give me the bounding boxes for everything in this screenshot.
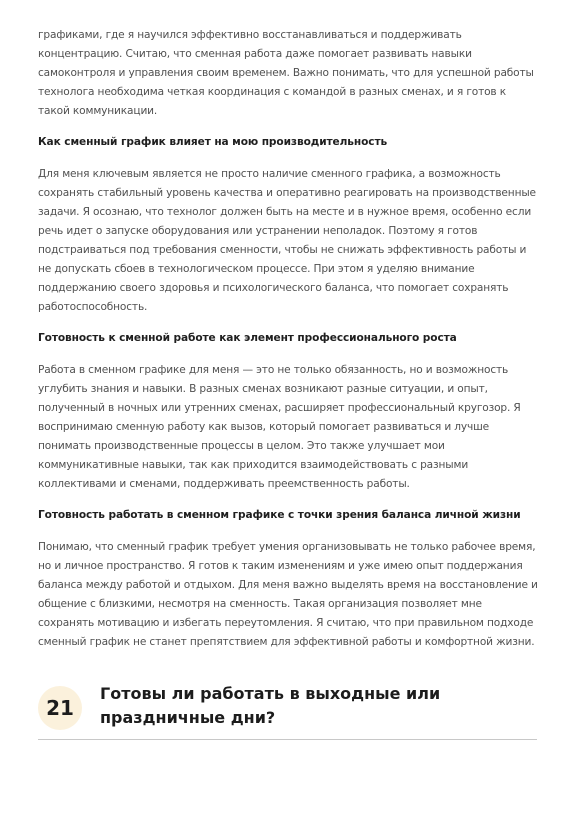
section-text-productivity: Для меня ключевым является не просто наличие сменного графика, а возможность сохранять стабильный уровень качества и оперативно реагировать на производственные задачи. Я осознаю, что технолог должен быть на месте и в нужное время, особенно если речь идет о запуске оборудования или устранении неполадок. Поэтому я готов подстраиваться под требования сменности, чтобы не снижать эффективность работы и не допускать сбоев в технологическом процессе. При этом я уделяю внимание поддержанию своего здоровья и психологического баланса, что помогает сохранять работоспособность. [38, 168, 536, 313]
article-body [38, 26, 538, 652]
question-number-badge: 21 [38, 686, 82, 730]
section-text-balance: Понимаю, что сменный график требует умения организовывать не только рабочее время, но и личное пространство. Я готов к таким изменениям и уже имею опыт поддержания баланса между работой и отдыхом. Для меня важно выделять время на восстановление и общение с близкими, несмотря на сменность. Такая организация позволяет мне сохранять мотивацию и избегать переутомления. Я считаю, что при правильном подходе сменный график не станет препятствием для эффективной работы и комфортной жизни. [38, 541, 538, 648]
question-title: Готовы ли работать в выходные или праздничные дни? [100, 684, 441, 727]
section-text-growth: Работа в сменном графике для меня — это не только обязанность, но и возможность углубить знания и навыки. В разных сменах возникают разные ситуации, и опыт, полученный в ночных или утренних сменах, расширяет профессиональный кругозор. Я воспринимаю сменную работу как вызов, который помогает развиваться и лучше понимать производственные процессы в целом. Это также улучшает мои коммуникативные навыки, так как приходится взаимодействовать с разными коллективами и сменами, поддерживать преемственность работы. [38, 364, 521, 490]
section-heading-productivity: Как сменный график влияет на мою производительность [38, 136, 388, 148]
intro-paragraph: графиками, где я научился эффективно восстанавливаться и поддерживать концентрацию. Считаю, что сменная работа даже помогает развивать навыки самоконтроля и управления своим временем. Важно понимать, что для успешной работы технолога необходима четкая координация с командой в разных сменах, и я готов к такой коммуникации. [38, 29, 534, 117]
section-heading-balance: Готовность работать в сменном графике с точки зрения баланса личной жизни [38, 509, 521, 521]
section-heading-growth: Готовность к сменной работе как элемент профессионального роста [38, 332, 457, 344]
question-divider [38, 739, 537, 740]
